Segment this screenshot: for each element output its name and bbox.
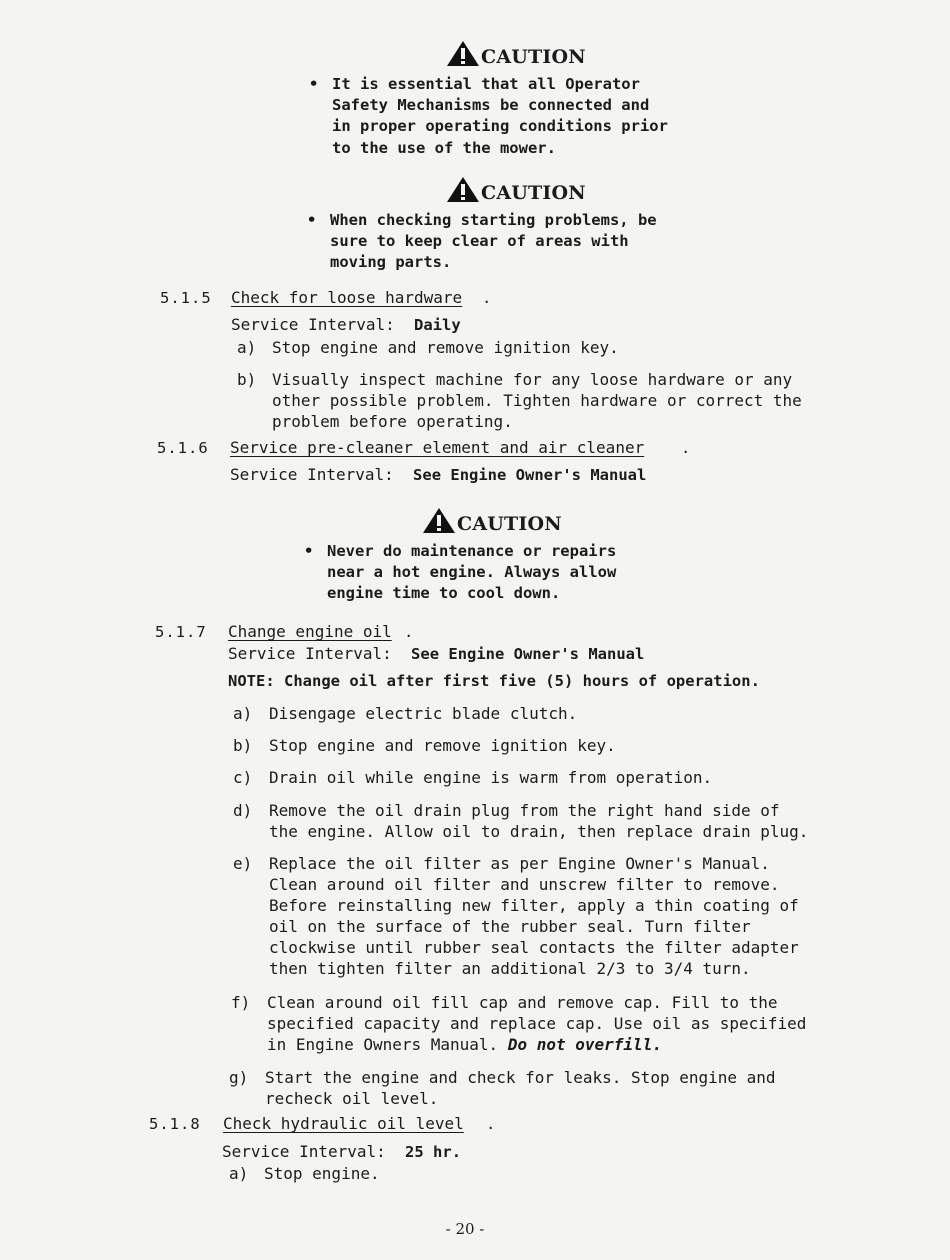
caution-line: It is essential that all Operator: [332, 75, 640, 93]
item-text: Clean around oil fill cap and remove cap. Fill to the: [267, 993, 778, 1012]
service-interval: [230, 465, 646, 484]
section-number: 5.1.6: [157, 439, 209, 457]
section-title: Check hydraulic oil level: [223, 1114, 464, 1133]
item-text: Stop engine.: [264, 1164, 380, 1183]
item-text: Start the engine and check for leaks. Stop engine and: [265, 1068, 776, 1087]
service-interval-value: 25 hr.: [405, 1143, 462, 1161]
item-text: Disengage electric blade clutch.: [269, 704, 578, 723]
caution-line: engine time to cool down.: [327, 584, 561, 603]
service-interval-value: Daily: [414, 316, 461, 334]
warning-triangle-icon: [422, 507, 456, 534]
service-interval-label: Service Interval:: [228, 644, 392, 663]
caution-line: Safety Mechanisms be connected and: [332, 96, 650, 115]
item-letter: f): [231, 993, 251, 1012]
caution-heading-2: [446, 176, 586, 203]
section-title: Service pre-cleaner element and air cleaner: [230, 438, 645, 457]
section-title: Check for loose hardware: [231, 288, 463, 307]
item-text: Stop engine and remove ignition key.: [269, 736, 616, 755]
caution-line: moving parts.: [330, 253, 452, 272]
item-letter: a): [237, 338, 257, 357]
service-interval: [222, 1142, 461, 1161]
caution-label: CAUTION: [481, 182, 586, 204]
caution-heading-3: [422, 507, 562, 534]
item-text: other possible problem. Tighten hardware or correct the: [272, 391, 802, 410]
service-interval-label: Service Interval:: [230, 465, 394, 484]
item-letter: a): [229, 1164, 249, 1183]
bullet-icon: •: [309, 75, 319, 93]
item-text: Visually inspect machine for any loose hardware or any: [272, 370, 793, 389]
item-letter: b): [233, 736, 253, 755]
item-text-part: in Engine Owners Manual.: [267, 1035, 508, 1054]
service-interval: [228, 644, 644, 663]
item-text: Clean around oil filter and unscrew filter to remove.: [269, 875, 780, 894]
caution-line: to the use of the mower.: [332, 138, 556, 157]
item-text: then tighten filter an additional 2/3 to 3/4 turn.: [269, 959, 751, 978]
caution-label: CAUTION: [457, 513, 562, 535]
item-text: Replace the oil filter as per Engine Owner's Manual.: [269, 854, 770, 873]
bullet-icon: •: [304, 542, 314, 560]
bullet-icon: •: [307, 211, 317, 229]
item-letter: g): [229, 1068, 249, 1087]
item-letter: d): [233, 801, 253, 820]
service-interval-value: See Engine Owner's Manual: [411, 645, 645, 663]
item-text: oil on the surface of the rubber seal. Turn filter: [269, 917, 751, 936]
note: NOTE: Change oil after first five (5) hours of operation.: [228, 672, 760, 690]
service-interval-label: Service Interval:: [222, 1142, 386, 1161]
caution-line: sure to keep clear of areas with: [330, 232, 629, 251]
warning-triangle-icon: [446, 176, 480, 203]
item-text: Before reinstalling new filter, apply a thin coating of: [269, 896, 799, 915]
caution-text-1: [309, 74, 668, 159]
item-letter: b): [237, 370, 257, 389]
item-text: problem before operating.: [272, 412, 513, 431]
item-text: clockwise until rubber seal contacts the filter adapter: [269, 938, 799, 957]
section-number: 5.1.7: [155, 623, 207, 641]
caution-line: near a hot engine. Always allow: [327, 563, 617, 582]
service-interval-value: See Engine Owner's Manual: [413, 466, 647, 484]
item-text: [267, 1034, 806, 1055]
caution-text-2: [307, 210, 657, 274]
item-text: Remove the oil drain plug from the right hand side of: [269, 801, 780, 820]
page-number: - 20 -: [445, 1220, 485, 1238]
item-text: specified capacity and replace cap. Use oil as specified: [267, 1014, 807, 1033]
caution-label: CAUTION: [481, 46, 586, 68]
caution-heading-1: [446, 40, 586, 67]
section-title-period: .: [486, 1115, 497, 1133]
section-title-period: .: [482, 289, 493, 307]
item-letter: e): [233, 854, 253, 873]
caution-line: When checking starting problems, be: [330, 211, 657, 229]
service-interval-label: Service Interval:: [231, 315, 395, 334]
warning-triangle-icon: [446, 40, 480, 67]
section-title-period: .: [404, 623, 415, 641]
section-number: 5.1.8: [149, 1115, 201, 1133]
item-letter: a): [233, 704, 253, 723]
item-text: Drain oil while engine is warm from operation.: [269, 768, 713, 787]
caution-text-3: [304, 541, 617, 605]
section-title: Change engine oil: [228, 622, 392, 641]
caution-line: Never do maintenance or repairs: [327, 542, 617, 560]
do-not-overfill-warning: Do not overfill.: [507, 1035, 662, 1054]
item-text: Stop engine and remove ignition key.: [272, 338, 619, 357]
service-interval: [231, 315, 461, 334]
caution-line: in proper operating conditions prior: [332, 117, 668, 136]
item-letter: c): [233, 768, 253, 787]
section-number: 5.1.5: [160, 289, 212, 307]
section-title-period: .: [681, 439, 692, 457]
item-text: the engine. Allow oil to drain, then replace drain plug.: [269, 822, 809, 841]
item-text: recheck oil level.: [265, 1089, 439, 1108]
